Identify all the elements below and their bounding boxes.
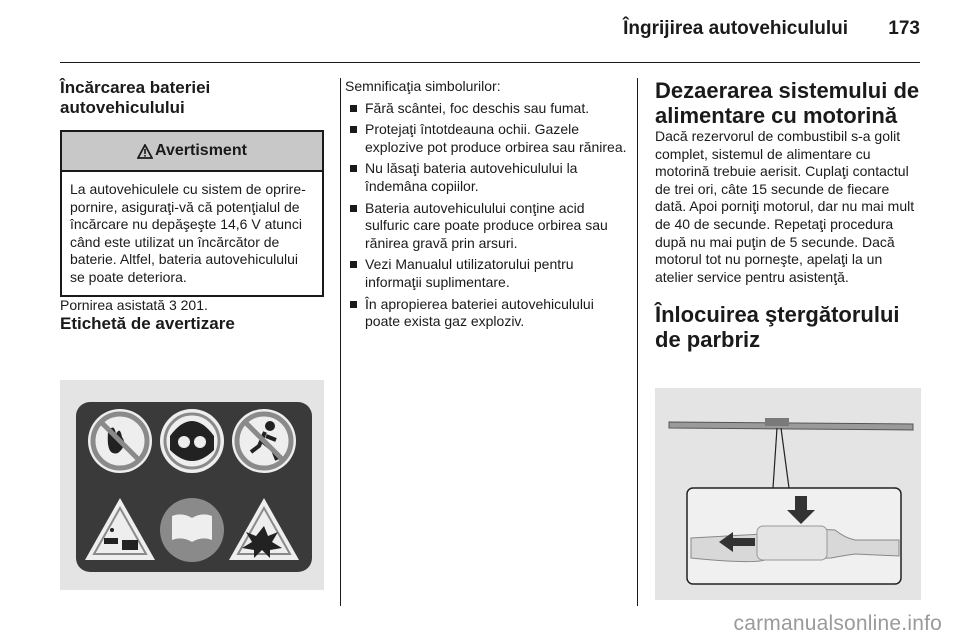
watermark: carmanualsonline.info — [733, 612, 942, 635]
column-middle — [345, 78, 627, 335]
warning-label-heading: Etichetă de avertizare — [60, 314, 235, 334]
symbols-list — [345, 100, 627, 331]
page-number: 173 — [888, 18, 920, 39]
symbols-intro: Semnificaţia simbolurilor: — [345, 78, 501, 94]
header-title: Îngrijirea autovehiculului — [623, 18, 848, 39]
list-item: În apropierea bateriei autovehiculului poate exista gaz exploziv. — [345, 296, 627, 331]
list-item: Vezi Manualul utilizatorului pentru informaţii suplimentare. — [345, 256, 627, 291]
header-rule — [60, 62, 920, 63]
warning-text: La autovehiculele cu sistem de oprire-pornire, asiguraţi-vă că potenţialul de încărcare nu depăşeşte 14,6 V atunci când este utilizat un încărcător de baterie. Altfel, bateria autovehiculului se poate deteriora. — [70, 181, 306, 285]
list-item: Protejaţi întotdeauna ochii. Gazele explozive pot produce orbirea sau rănirea. — [345, 121, 627, 156]
battery-charging-heading: Încărcarea bateriei autovehiculului — [60, 78, 211, 117]
diesel-bleeding-text: Dacă rezervorul de combustibil s-a golit complet, sistemul de alimentare cu motorină trebuie aerisit. Cuplaţi contactul de trei ori, câte 15 secunde de fiecare dată. Apoi porniţi motorul, dar nu mai mult de 40 de secunde. Repetaţi procedura după nu mai puţin de 5 secunde. Dacă motorul tot nu porneşte, apelaţi la un atelier service pentru asistenţă. — [655, 128, 915, 285]
eye-protection-icon — [160, 409, 224, 473]
warning-header — [62, 132, 322, 172]
no-fire-icon — [88, 409, 152, 473]
warning-box — [60, 130, 324, 297]
list-item: Fără scântei, foc deschis sau fumat. — [345, 100, 627, 118]
keep-children-away-icon — [232, 409, 296, 473]
column-right — [655, 78, 921, 352]
column-divider-1 — [340, 78, 341, 606]
wiper-replacement-heading: Înlocuirea ştergătorului de parbriz — [655, 302, 900, 353]
jump-start-reference: Pornirea asistată 3 201. — [60, 296, 208, 313]
warning-triangle-icon — [137, 144, 153, 159]
warning-title: Avertisment — [155, 142, 247, 159]
warning-label-figure — [60, 380, 324, 590]
wiper-blade-figure — [655, 388, 921, 600]
list-item: Bateria autovehiculului conţine acid sulfuric care poate produce orbirea sau rănirea gravă prin arsuri. — [345, 200, 627, 253]
read-manual-icon — [160, 498, 224, 562]
column-divider-2 — [637, 78, 638, 606]
list-item: Nu lăsaţi bateria autovehiculului la îndemâna copiilor. — [345, 160, 627, 195]
column-left — [60, 78, 324, 334]
diesel-bleeding-heading: Dezaerarea sistemului de alimentare cu motorină — [655, 78, 920, 128]
